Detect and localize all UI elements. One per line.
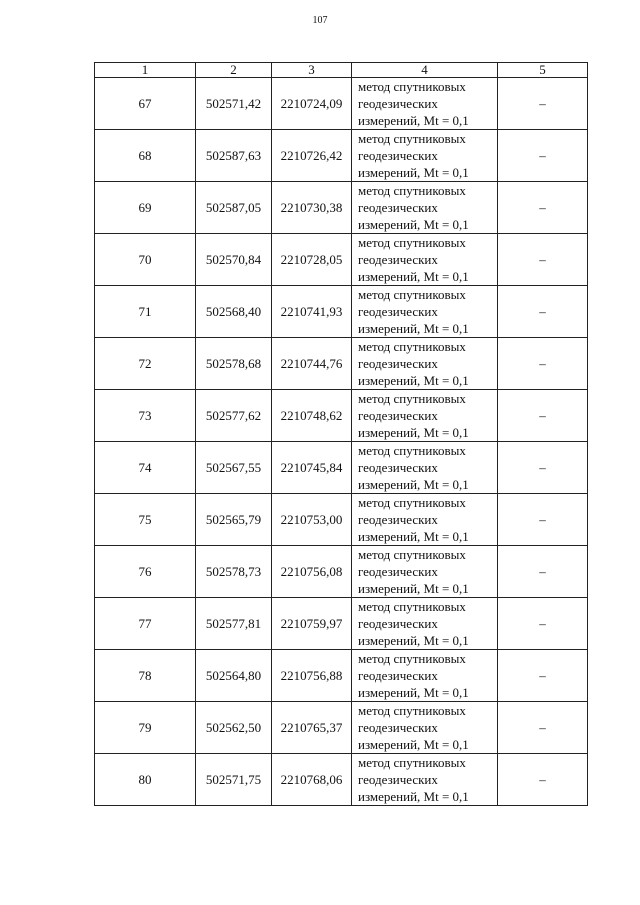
point-number-cell: 76 [95,546,196,598]
dash-cell: – [498,546,588,598]
method-line: геодезических [358,200,438,215]
point-number-cell: 74 [95,442,196,494]
method-line: метод спутниковых [358,339,466,354]
table-row [95,234,588,286]
method-cell [352,338,498,390]
point-number-cell: 80 [95,754,196,806]
method-line: измерений, Mt = 0,1 [358,425,469,440]
method-line: метод спутниковых [358,79,466,94]
point-number-cell: 69 [95,182,196,234]
y-coordinate-cell: 2210744,76 [272,338,352,390]
header-col-1: 1 [95,63,196,78]
x-coordinate-cell: 502577,81 [196,598,272,650]
table-row [95,702,588,754]
y-coordinate-cell: 2210730,38 [272,182,352,234]
method-cell [352,78,498,130]
table-row [95,442,588,494]
point-number-cell: 68 [95,130,196,182]
method-cell [352,234,498,286]
method-cell [352,650,498,702]
point-number-cell: 79 [95,702,196,754]
header-col-2: 2 [196,63,272,78]
x-coordinate-cell: 502568,40 [196,286,272,338]
x-coordinate-cell: 502577,62 [196,390,272,442]
table-body [95,78,588,806]
dash-cell: – [498,234,588,286]
y-coordinate-cell: 2210753,00 [272,494,352,546]
method-line: метод спутниковых [358,547,466,562]
dash-cell: – [498,78,588,130]
method-line: геодезических [358,772,438,787]
method-line: геодезических [358,304,438,319]
y-coordinate-cell: 2210748,62 [272,390,352,442]
header-col-5: 5 [498,63,588,78]
point-number-cell: 78 [95,650,196,702]
method-cell [352,546,498,598]
x-coordinate-cell: 502587,05 [196,182,272,234]
header-col-3: 3 [272,63,352,78]
y-coordinate-cell: 2210741,93 [272,286,352,338]
dash-cell: – [498,182,588,234]
table-row [95,650,588,702]
x-coordinate-cell: 502578,73 [196,546,272,598]
dash-cell: – [498,754,588,806]
dash-cell: – [498,130,588,182]
dash-cell: – [498,702,588,754]
method-line: метод спутниковых [358,131,466,146]
method-line: измерений, Mt = 0,1 [358,737,469,752]
x-coordinate-cell: 502587,63 [196,130,272,182]
method-line: измерений, Mt = 0,1 [358,477,469,492]
method-cell [352,182,498,234]
method-line: измерений, Mt = 0,1 [358,321,469,336]
y-coordinate-cell: 2210726,42 [272,130,352,182]
method-line: измерений, Mt = 0,1 [358,685,469,700]
method-line: геодезических [358,668,438,683]
table-row [95,338,588,390]
method-line: измерений, Mt = 0,1 [358,373,469,388]
y-coordinate-cell: 2210724,09 [272,78,352,130]
method-line: геодезических [358,512,438,527]
method-line: метод спутниковых [358,599,466,614]
method-line: геодезических [358,720,438,735]
dash-cell: – [498,390,588,442]
method-line: измерений, Mt = 0,1 [358,633,469,648]
point-number-cell: 71 [95,286,196,338]
y-coordinate-cell: 2210756,88 [272,650,352,702]
x-coordinate-cell: 502571,75 [196,754,272,806]
method-line: метод спутниковых [358,443,466,458]
x-coordinate-cell: 502578,68 [196,338,272,390]
table-row [95,286,588,338]
method-line: геодезических [358,356,438,371]
dash-cell: – [498,494,588,546]
y-coordinate-cell: 2210728,05 [272,234,352,286]
method-line: измерений, Mt = 0,1 [358,789,469,804]
point-number-cell: 75 [95,494,196,546]
x-coordinate-cell: 502565,79 [196,494,272,546]
method-line: метод спутниковых [358,235,466,250]
method-line: измерений, Mt = 0,1 [358,529,469,544]
table-header-row [95,63,588,78]
method-line: измерений, Mt = 0,1 [358,113,469,128]
x-coordinate-cell: 502567,55 [196,442,272,494]
method-cell [352,494,498,546]
method-cell [352,598,498,650]
table-row [95,130,588,182]
method-line: метод спутниковых [358,183,466,198]
method-line: геодезических [358,252,438,267]
point-number-cell: 73 [95,390,196,442]
y-coordinate-cell: 2210745,84 [272,442,352,494]
point-number-cell: 70 [95,234,196,286]
point-number-cell: 67 [95,78,196,130]
x-coordinate-cell: 502571,42 [196,78,272,130]
method-line: метод спутниковых [358,651,466,666]
method-line: метод спутниковых [358,495,466,510]
point-number-cell: 77 [95,598,196,650]
method-line: метод спутниковых [358,755,466,770]
y-coordinate-cell: 2210765,37 [272,702,352,754]
method-line: геодезических [358,616,438,631]
table-row [95,546,588,598]
method-line: геодезических [358,408,438,423]
x-coordinate-cell: 502562,50 [196,702,272,754]
table-row [95,182,588,234]
method-line: геодезических [358,460,438,475]
dash-cell: – [498,286,588,338]
method-line: геодезических [358,148,438,163]
method-cell [352,390,498,442]
method-line: измерений, Mt = 0,1 [358,269,469,284]
y-coordinate-cell: 2210756,08 [272,546,352,598]
method-cell [352,702,498,754]
point-number-cell: 72 [95,338,196,390]
table-row [95,598,588,650]
dash-cell: – [498,338,588,390]
table-row [95,390,588,442]
table-row [95,754,588,806]
y-coordinate-cell: 2210759,97 [272,598,352,650]
method-line: измерений, Mt = 0,1 [358,581,469,596]
method-line: метод спутниковых [358,703,466,718]
table-row [95,494,588,546]
header-col-4: 4 [352,63,498,78]
method-cell [352,754,498,806]
method-cell [352,130,498,182]
method-line: метод спутниковых [358,287,466,302]
method-cell [352,442,498,494]
y-coordinate-cell: 2210768,06 [272,754,352,806]
method-line: метод спутниковых [358,391,466,406]
dash-cell: – [498,442,588,494]
method-line: геодезических [358,96,438,111]
x-coordinate-cell: 502564,80 [196,650,272,702]
method-line: измерений, Mt = 0,1 [358,217,469,232]
x-coordinate-cell: 502570,84 [196,234,272,286]
dash-cell: – [498,650,588,702]
table-row [95,78,588,130]
page-number: 107 [312,15,328,26]
coordinates-table [94,62,588,806]
method-line: геодезических [358,564,438,579]
method-cell [352,286,498,338]
dash-cell: – [498,598,588,650]
method-line: измерений, Mt = 0,1 [358,165,469,180]
